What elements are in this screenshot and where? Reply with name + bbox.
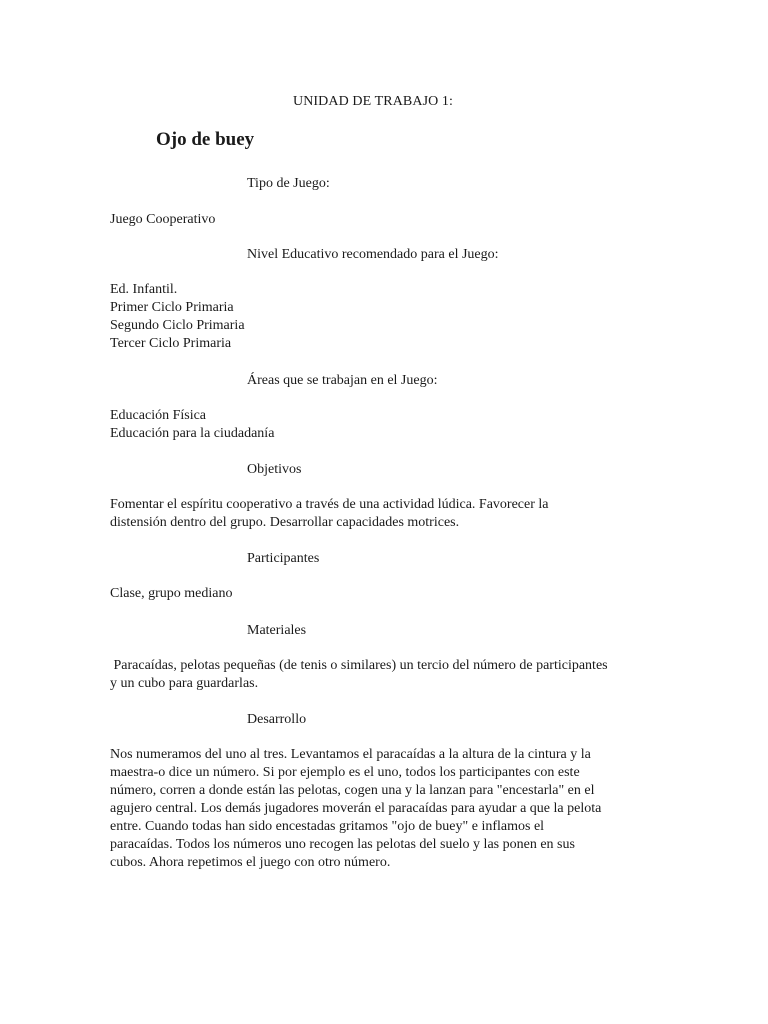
section-label-materiales: Materiales (247, 623, 307, 638)
section-label-tipo: Tipo de Juego: (247, 176, 330, 191)
body-line: distensión dentro del grupo. Desarrollar capacidades motrices. (110, 515, 460, 530)
section-label-objetivos: Objetivos (247, 462, 302, 477)
document-title: Ojo de buey (156, 129, 255, 150)
section-body-tipo (110, 211, 670, 229)
section-body-materiales (110, 657, 670, 693)
body-line: número, corren a donde están las pelotas, cogen una y la lanzan para "encestarla" en el (110, 783, 595, 798)
body-line: Juego Cooperativo (110, 212, 216, 227)
section-body-participantes (110, 585, 670, 603)
body-line: Nos numeramos del uno al tres. Levantamos el paracaídas a la altura de la cintura y la (110, 747, 591, 762)
body-line: agujero central. Los demás jugadores moverán el paracaídas para ayudar a que la pelota (110, 801, 602, 816)
section-body-nivel (110, 281, 670, 353)
body-line: Clase, grupo mediano (110, 586, 233, 601)
body-line: y un cubo para guardarlas. (110, 676, 259, 691)
section-body-areas (110, 407, 670, 443)
body-line: paracaídas. Todos los números uno recogen las pelotas del suelo y las ponen en sus (110, 837, 575, 852)
body-line: Fomentar el espíritu cooperativo a través de una actividad lúdica. Favorecer la (110, 497, 549, 512)
body-line: Educación para la ciudadanía (110, 426, 275, 441)
section-label-desarrollo: Desarrollo (247, 712, 307, 727)
body-line: Tercer Ciclo Primaria (110, 336, 232, 351)
body-line: Primer Ciclo Primaria (110, 300, 234, 315)
body-line: cubos. Ahora repetimos el juego con otro número. (110, 855, 391, 870)
section-label-participantes: Participantes (247, 551, 320, 566)
body-line: Ed. Infantil. (110, 282, 178, 297)
section-label-nivel: Nivel Educativo recomendado para el Juego: (247, 247, 499, 262)
section-body-objetivos (110, 496, 670, 532)
body-line: entre. Cuando todas han sido encestadas gritamos "ojo de buey" e inflamos el (110, 819, 545, 834)
body-line: Segundo Ciclo Primaria (110, 318, 245, 333)
body-line: maestra-o dice un número. Si por ejemplo es el uno, todos los participantes con este (110, 765, 580, 780)
body-line: Educación Física (110, 408, 207, 423)
section-label-areas: Áreas que se trabajan en el Juego: (247, 373, 438, 388)
document-heading: UNIDAD DE TRABAJO 1: (293, 94, 454, 109)
section-body-desarrollo (110, 746, 670, 872)
body-line: Paracaídas, pelotas pequeñas (de tenis o similares) un tercio del número de participantes (110, 658, 608, 673)
